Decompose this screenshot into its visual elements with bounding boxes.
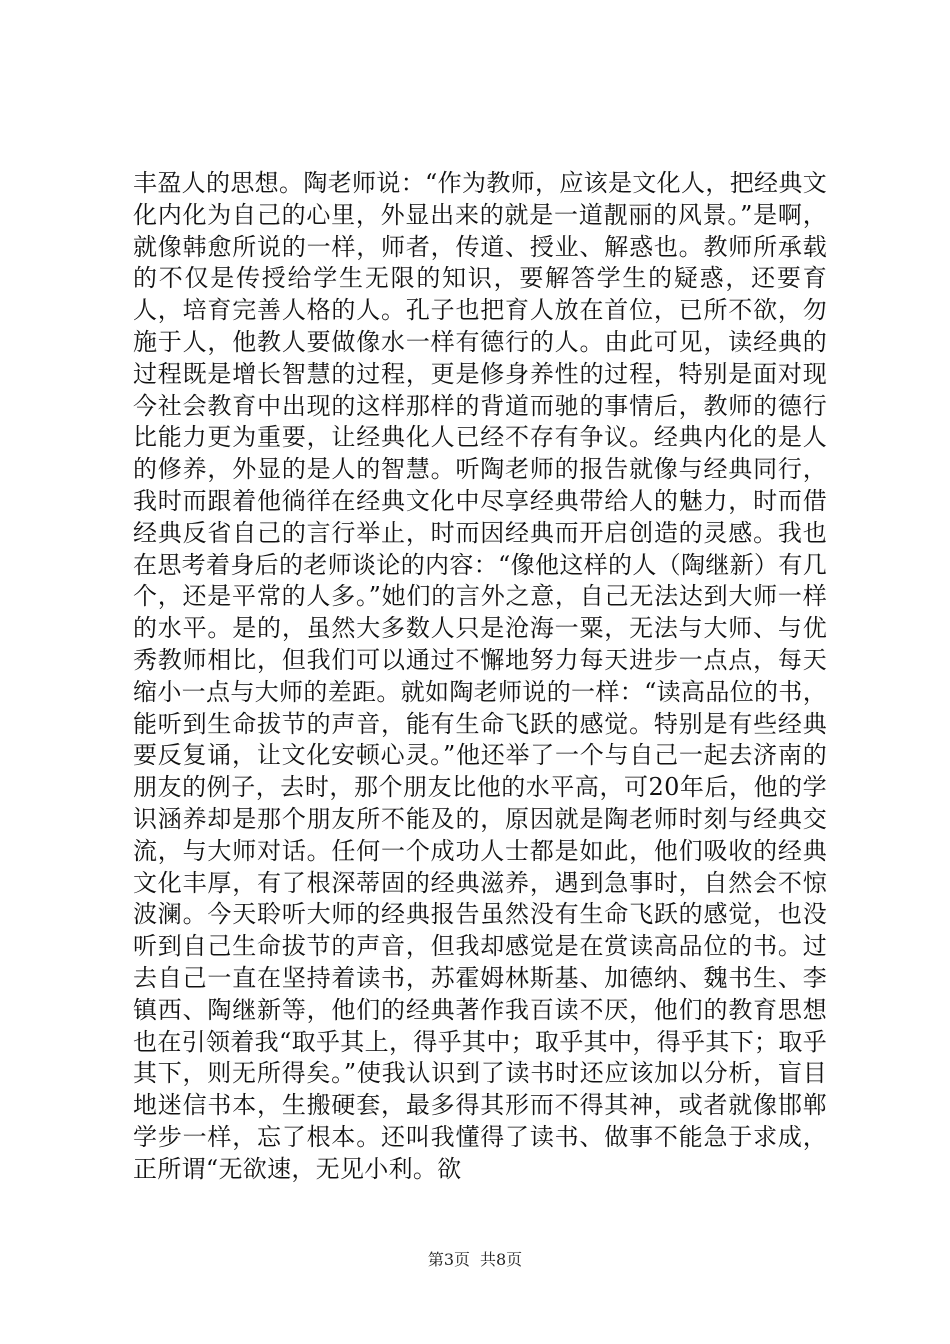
body-paragraph: 丰盈人的思想。陶老师说：“作为教师，应该是文化人，把经典文化内化为自己的心里，外显出来的就是一道靓丽的风景。”是啊，就像韩愈所说的一样，师者，传道、授业、解惑也。教师所承载的不仅是传授给学生无限的知识，要解答学生的疑惑，还要育人，培育完善人格的人。孔子也把育人放在首位，已所不欲，勿施于人，他教人要做像水一样有德行的人。由此可见，读经典的过程既是增长智慧的过程，更是修身养性的过程，特别是面对现今社会教育中出现的这样那样的背道而驰的事情后，教师的德行比能力更为重要，让经典化人已经不存有争议。经典内化的是人的修养，外显的是人的智慧。听陶老师的报告就像与经典同行，我时而跟着他徜徉在经典文化中尽享经典带给人的魅力，时而借经典反省自己的言行举止，时而因经典而开启创造的灵感。我也在思考着身后的老师谈论的内容：“像他这样的人（陶继新）有几个，还是平常的人多。”她们的言外之意，自己无法达到大师一样的水平。是的，虽然大多数人只是沧海一粟，无法与大师、与优秀教师相比，但我们可以通过不懈地努力每天进步一点点，每天缩小一点与大师的差距。就如陶老师说的一样：“读高品位的书，能听到生命拔节的声音，能有生命飞跃的感觉。特别是有些经典要反复诵，让文化安顿心灵。”他还举了一个与自己一起去济南的朋友的例子，去时，那个朋友比他的水平高，可20年后，他的学识涵养却是那个朋友所不能及的，原因就是陶老师时刻与经典交流，与大师对话。任何一个成功人士都是如此，他们吸收的经典文化丰厚，有了根深蒂固的经典滋养，遇到急事时，自然会不惊波澜。今天聆听大师的经典报告虽然没有生命飞跃的感觉，也没听到自己生命拔节的声音，但我却感觉是在赏读高品位的书。过去自己一直在坚持着读书，苏霍姆林斯基、加德纳、魏书生、李镇西、陶继新等，他们的经典著作我百读不厌，他们的教育思想也在引领着我“取乎其上，得乎其中；取乎其中，得乎其下；取乎其下，则无所得矣。”使我认识到了读书时还应该加以分析，盲目地迷信书本，生搬硬套，最多得其形而不得其神，或者就像邯郸学步一样，忘了根本。还叫我懂得了读书、做事不能急于求成，正所谓“无欲速，无见小利。欲 xyxy=(133,169,827,1183)
page-number: 第3页 xyxy=(427,1250,470,1269)
page-total: 共8页 xyxy=(480,1250,523,1269)
page-footer xyxy=(0,1247,950,1270)
